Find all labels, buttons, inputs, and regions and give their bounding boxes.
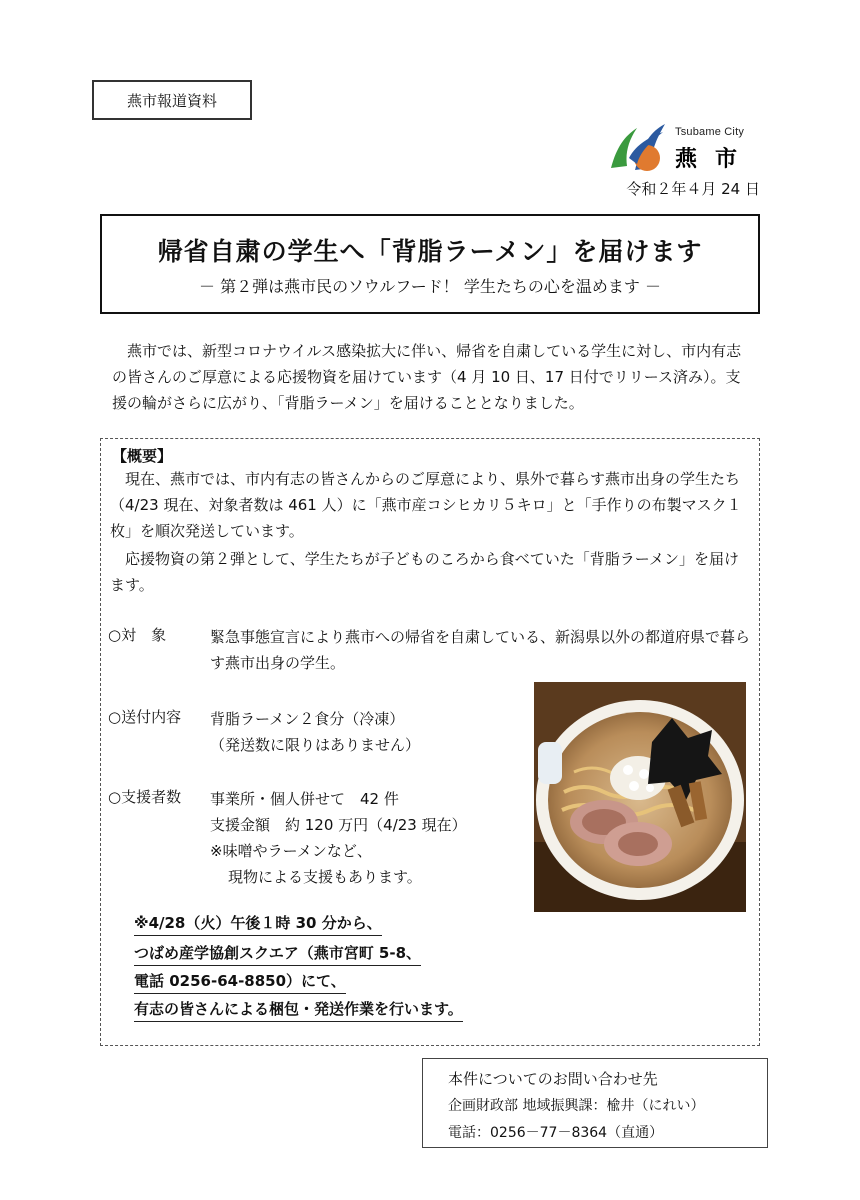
target-text: 緊急事態宣言により燕市への帰省を自粛している、新潟県以外の都道府県で暮らす燕市出身の学生。 <box>210 628 751 672</box>
shipment-label: ○送付内容 <box>108 708 182 726</box>
supporters-line-1: 事業所・個人併せて 42 件 <box>210 790 399 808</box>
shipment-line-1: 背脂ラーメン２食分（冷凍） <box>210 710 405 728</box>
target-label: ○対 象 <box>108 626 167 644</box>
summary-heading: 【概要】 <box>112 447 173 465</box>
supporters-line-3: ※味噌やラーメンなど、 <box>210 842 372 860</box>
page-subtitle: － 第２弾は燕市民のソウルフード！ 学生たちの心を温めます － <box>199 277 661 296</box>
summary-paragraph-1: 現在、燕市では、市内有志の皆さんからのご厚意により、県外で暮らす燕市出身の学生たち（4/23 現在、対象者数は 461 人）に「燕市産コシヒカリ５キロ」と「手作りの布製マスク１枚」を順次発送しています。 <box>110 470 742 540</box>
logo-text-en: Tsubame City <box>675 126 745 138</box>
supporters-label: ○支援者数 <box>108 788 182 806</box>
note-line-3: 電話 0256-64-8850）にて、 <box>134 970 346 994</box>
contact-title: 本件についてのお問い合わせ先 <box>448 1070 658 1088</box>
tsubame-city-logo <box>607 118 767 178</box>
note-line-1: ※4/28（火）午後１時 30 分から、 <box>134 912 382 936</box>
tsubame-city-emblem-icon <box>607 118 669 174</box>
ramen-photo <box>534 682 746 912</box>
supporters-line-2: 支援金額 約 120 万円（4/23 現在） <box>210 816 467 834</box>
title-box <box>100 214 760 314</box>
ramen-bowl-image <box>534 682 746 912</box>
note-line-2: つばめ産学協創スクエア（燕市宮町 5-8、 <box>134 942 421 966</box>
contact-department: 企画財政部 地域振興課：楡井（にれい） <box>448 1098 705 1114</box>
note-line-4: 有志の皆さんによる梱包・発送作業を行います。 <box>134 998 463 1022</box>
press-release-tag <box>92 80 252 120</box>
logo-text-ja: 燕市 <box>675 147 756 172</box>
release-date: 令和２年４月 24 日 <box>626 180 760 198</box>
page-title: 帰省自粛の学生へ「背脂ラーメン」を届けます <box>157 237 703 266</box>
press-release-tag-label: 燕市報道資料 <box>126 91 217 110</box>
contact-phone: 電話：0256－77－8364（直通） <box>448 1125 664 1141</box>
supporters-line-4: 現物による支援もあります。 <box>228 868 422 886</box>
summary-paragraph-2: 応援物資の第２弾として、学生たちが子どものころから食べていた「背脂ラーメン」を届けます。 <box>110 550 739 594</box>
shipment-line-2: （発送数に限りはありません） <box>210 736 421 754</box>
intro-paragraph: 燕市では、新型コロナウイルス感染拡大に伴い、帰省を自粛している学生に対し、市内有志の皆さんのご厚意による応援物資を届けています（4 月 10 日、17 日付でリリース済み）。支援の輪がさらに広がり、「背脂ラーメン」を届けることとなりました。 <box>112 342 742 412</box>
